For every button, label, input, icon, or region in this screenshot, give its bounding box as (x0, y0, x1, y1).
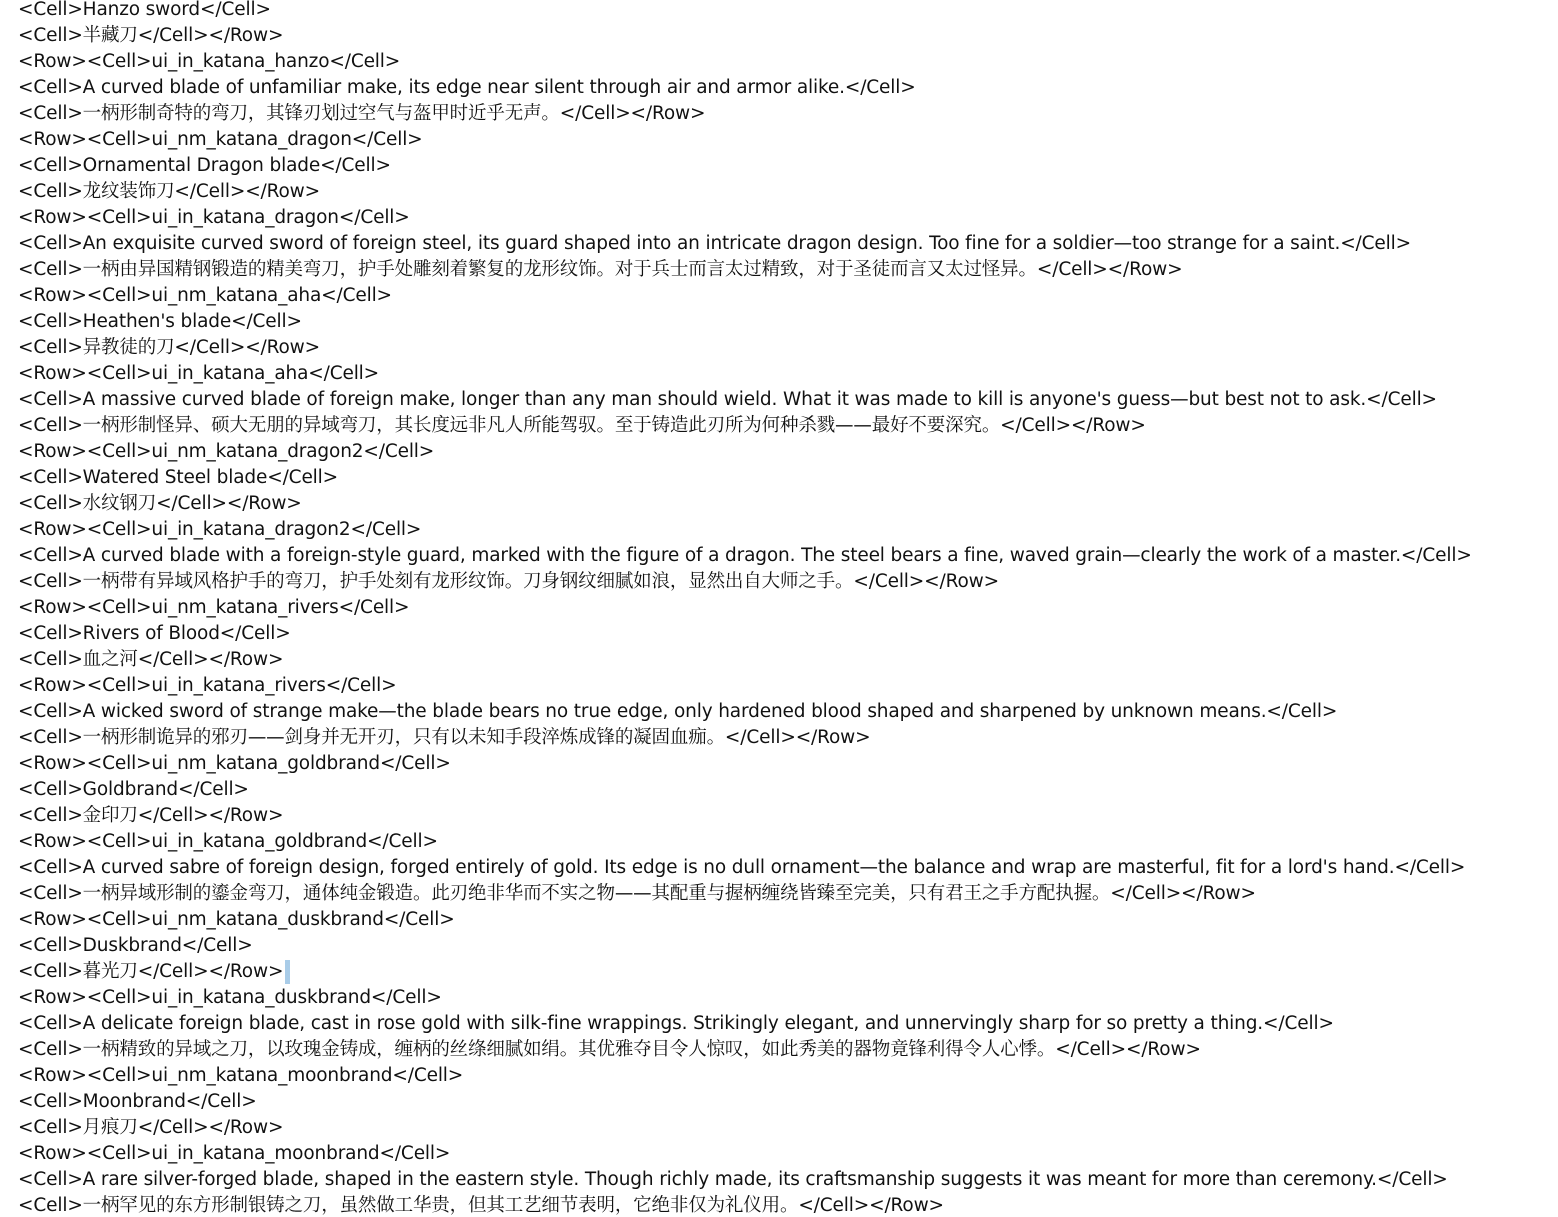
line-text: <Cell>Rivers of Blood</Cell> (18, 623, 291, 644)
text-line[interactable] (18, 959, 1558, 985)
text-line[interactable] (18, 777, 1558, 803)
line-text: <Cell>一柄异域形制的鎏金弯刀，通体纯金锻造。此刃绝非华而不实之物——其配重与握柄缠绕皆臻至完美，只有君王之手方配执握。</Cell></Row> (18, 883, 1256, 904)
line-text: <Cell>龙纹装饰刀</Cell></Row> (18, 181, 321, 202)
line-text: <Cell>Moonbrand</Cell> (18, 1091, 257, 1112)
text-line[interactable] (18, 699, 1558, 725)
text-line[interactable] (18, 907, 1558, 933)
text-line[interactable] (18, 881, 1558, 907)
line-text: <Row><Cell>ui_in_katana_hanzo</Cell> (18, 51, 401, 72)
text-line[interactable] (18, 1011, 1558, 1037)
line-text: <Row><Cell>ui_nm_katana_moonbrand</Cell> (18, 1065, 464, 1086)
text-line[interactable] (18, 49, 1558, 75)
line-text: <Cell>一柄精致的异域之刀，以玫瑰金铸成，缠柄的丝绦细腻如绢。其优雅夺目令人惊叹，如此秀美的器物竟锋利得令人心悸。</Cell></Row> (18, 1039, 1201, 1060)
line-text: <Cell>血之河</Cell></Row> (18, 649, 284, 670)
line-text: <Cell>A rare silver-forged blade, shaped in the eastern style. Though richly made, its craftsmanship suggests it was meant for more than ceremony.</Cell> (18, 1169, 1448, 1190)
text-line[interactable] (18, 257, 1558, 283)
line-text: <Cell>一柄罕见的东方形制银铸之刀，虽然做工华贵，但其工艺细节表明，它绝非仅为礼仪用。</Cell></Row> (18, 1195, 944, 1216)
text-line[interactable] (18, 985, 1558, 1011)
text-line[interactable] (18, 1167, 1558, 1193)
text-line[interactable] (18, 127, 1558, 153)
text-line[interactable] (18, 309, 1558, 335)
text-line[interactable] (18, 751, 1558, 777)
text-line[interactable] (18, 1115, 1558, 1141)
text-line[interactable] (18, 933, 1558, 959)
text-line[interactable] (18, 543, 1558, 569)
text-line[interactable] (18, 205, 1558, 231)
text-line[interactable] (18, 569, 1558, 595)
text-line[interactable] (18, 621, 1558, 647)
line-text: <Cell>Ornamental Dragon blade</Cell> (18, 155, 391, 176)
text-line[interactable] (18, 23, 1558, 49)
line-text: <Cell>半藏刀</Cell></Row> (18, 25, 284, 46)
line-text: <Cell>金印刀</Cell></Row> (18, 805, 284, 826)
line-text: <Cell>Heathen's blade</Cell> (18, 311, 302, 332)
text-line[interactable] (18, 361, 1558, 387)
line-text: <Cell>A curved sabre of foreign design, forged entirely of gold. Its edge is no dull ornament—the balance and wrap are masterful, fit for a lord's hand.</Cell> (18, 857, 1466, 878)
line-text: <Cell>一柄形制奇特的弯刀，其锋刃划过空气与盔甲时近乎无声。</Cell></Row> (18, 103, 706, 124)
text-line[interactable] (18, 101, 1558, 127)
text-line[interactable] (18, 829, 1558, 855)
line-text: <Row><Cell>ui_nm_katana_dragon</Cell> (18, 129, 423, 150)
text-line[interactable] (18, 1063, 1558, 1089)
text-line[interactable] (18, 179, 1558, 205)
text-line[interactable] (18, 1193, 1558, 1217)
text-line[interactable] (18, 413, 1558, 439)
text-line[interactable] (18, 335, 1558, 361)
text-line[interactable] (18, 673, 1558, 699)
line-text: <Row><Cell>ui_nm_katana_duskbrand</Cell> (18, 909, 455, 930)
line-text: <Cell>A delicate foreign blade, cast in rose gold with silk-fine wrappings. Strikingly elegant, and unnervingly sharp for so pretty a thing.</Cell> (18, 1013, 1334, 1034)
text-line[interactable] (18, 725, 1558, 751)
line-text: <Cell>Duskbrand</Cell> (18, 935, 253, 956)
line-text: <Cell>一柄由异国精钢锻造的精美弯刀，护手处雕刻着繁复的龙形纹饰。对于兵士而言太过精致，对于圣徒而言又太过怪异。</Cell></Row> (18, 259, 1183, 280)
line-text: <Cell>A curved blade of unfamiliar make, its edge near silent through air and armor alike.</Cell> (18, 77, 916, 98)
text-line[interactable] (18, 0, 1558, 23)
line-text: <Row><Cell>ui_nm_katana_goldbrand</Cell> (18, 753, 451, 774)
line-text: <Row><Cell>ui_in_katana_dragon2</Cell> (18, 519, 422, 540)
text-line[interactable] (18, 491, 1558, 517)
line-text: <Cell>月痕刀</Cell></Row> (18, 1117, 284, 1138)
text-line[interactable] (18, 387, 1558, 413)
text-line[interactable] (18, 465, 1558, 491)
text-line[interactable] (18, 153, 1558, 179)
line-text: <Row><Cell>ui_in_katana_goldbrand</Cell> (18, 831, 438, 852)
text-line[interactable] (18, 283, 1558, 309)
line-text: <Row><Cell>ui_nm_katana_rivers</Cell> (18, 597, 410, 618)
line-text: <Row><Cell>ui_nm_katana_aha</Cell> (18, 285, 392, 306)
text-line[interactable] (18, 231, 1558, 257)
text-line[interactable] (18, 75, 1558, 101)
line-text: <Row><Cell>ui_in_katana_dragon</Cell> (18, 207, 410, 228)
line-text: <Cell>Watered Steel blade</Cell> (18, 467, 339, 488)
text-line[interactable] (18, 647, 1558, 673)
line-text: <Cell>一柄带有异域风格护手的弯刀，护手处刻有龙形纹饰。刀身钢纹细腻如浪，显然出自大师之手。</Cell></Row> (18, 571, 999, 592)
line-text: <Cell>An exquisite curved sword of foreign steel, its guard shaped into an intricate dragon design. Too fine for a soldier—too strange for a saint.</Cell> (18, 233, 1411, 254)
text-line[interactable] (18, 855, 1558, 881)
text-line[interactable] (18, 803, 1558, 829)
line-text: <Cell>水纹钢刀</Cell></Row> (18, 493, 302, 514)
line-text: <Row><Cell>ui_in_katana_duskbrand</Cell> (18, 987, 442, 1008)
text-line[interactable] (18, 595, 1558, 621)
editor-lines (18, 0, 1558, 1217)
text-caret (285, 960, 290, 984)
line-text: <Row><Cell>ui_nm_katana_dragon2</Cell> (18, 441, 435, 462)
line-text: <Row><Cell>ui_in_katana_aha</Cell> (18, 363, 380, 384)
line-text: <Cell>一柄形制诡异的邪刃——剑身并无开刃，只有以未知手段淬炼成锋的凝固血痂。</Cell></Row> (18, 727, 871, 748)
line-text: <Cell>异教徒的刀</Cell></Row> (18, 337, 321, 358)
line-text: <Cell>A curved blade with a foreign-style guard, marked with the figure of a dragon. The steel bears a fine, waved grain—clearly the work of a master.</Cell> (18, 545, 1472, 566)
line-text: <Cell>Hanzo sword</Cell> (18, 0, 271, 20)
line-text: <Row><Cell>ui_in_katana_rivers</Cell> (18, 675, 397, 696)
text-line[interactable] (18, 1037, 1558, 1063)
line-text: <Cell>Goldbrand</Cell> (18, 779, 249, 800)
line-text: <Cell>暮光刀</Cell></Row> (18, 961, 284, 982)
text-line[interactable] (18, 517, 1558, 543)
line-text: <Row><Cell>ui_in_katana_moonbrand</Cell> (18, 1143, 451, 1164)
line-text: <Cell>一柄形制怪异、硕大无朋的异域弯刀，其长度远非凡人所能驾驭。至于铸造此刃所为何种杀戮——最好不要深究。</Cell></Row> (18, 415, 1146, 436)
line-text: <Cell>A wicked sword of strange make—the blade bears no true edge, only hardened blood shaped and sharpened by unknown means.</Cell> (18, 701, 1338, 722)
text-line[interactable] (18, 439, 1558, 465)
line-text: <Cell>A massive curved blade of foreign make, longer than any man should wield. What it was made to kill is anyone's guess—but best not to ask.</Cell> (18, 389, 1437, 410)
text-line[interactable] (18, 1141, 1558, 1167)
text-line[interactable] (18, 1089, 1558, 1115)
